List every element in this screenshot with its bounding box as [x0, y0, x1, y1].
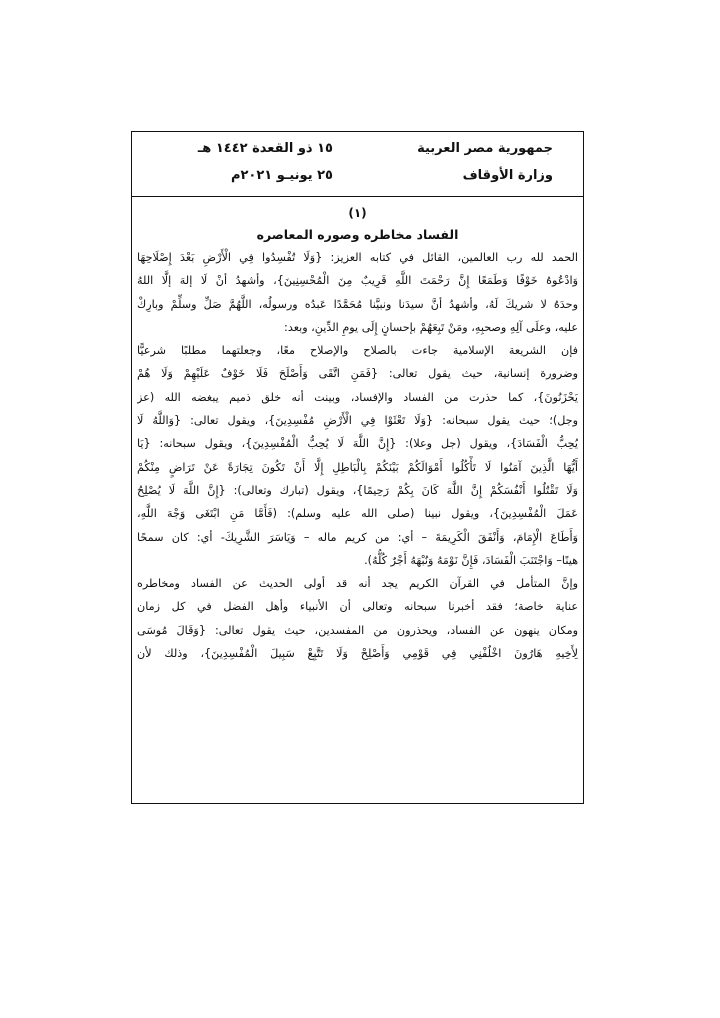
text-line: هينًا– وَاجْتَنَبَ الْفَسَادَ، فَإِنَّ نَوْمَهُ وَنُبْهَهُ أَجْرٌ كُلُّهُ). — [364, 553, 578, 567]
text-line: يَحْزَنُونَ}، كما حذرت من الفساد والإفساد، وبينت أنه خلق ذميم يبغضه الله (عز — [137, 390, 578, 404]
sermon-title: الفساد مخاطره وصوره المعاصره — [256, 227, 459, 242]
sermon-body — [137, 202, 578, 798]
text-line: عليه، وعلَى آلِهِ وصحبِهِ، ومَنْ تَبِعَهُمْ بإحسانٍ إِلَى يومِ الدِّينِ، وبعد: — [284, 320, 578, 334]
text-line: وإنَّ المتأمل في القرآن الكريم يجد أنه قد أولى الحديث عن الفساد ومخاطره — [137, 577, 578, 591]
text-line: لِأَخِيهِ هَارُونَ اخْلُفْنِي فِي قَوْمِي وَأَصْلِحْ وَلَا تَتَّبِعْ سَبِيلَ الْمُفْسِدِينَ}، وذلك لأن — [137, 647, 578, 661]
country-name: جمهورية مصر العربية — [417, 141, 553, 156]
text-line: وجل)؛ حيث يقول سبحانه: {وَلَا تَعْثَوْا فِي الْأَرْضِ مُفْسِدِينَ}، ويقول تعالى: {وَاللَّهُ لَا — [137, 414, 578, 428]
text-line: ومكان ينهون عن الفساد، ويحذرون من المفسدين، حيث يقول تعالى: {وَقَالَ مُوسَى — [137, 623, 578, 637]
sermon-number: (١) — [348, 206, 367, 220]
text-line: أَيُّهَا الَّذِينَ آمَنُوا لَا تَأْكُلُوا أَمْوَالَكُمْ بَيْنَكُمْ بِالْبَاطِلِ إِلَّا أَنْ تَكُونَ تِجَارَةً عَنْ تَرَاضٍ مِنْكُمْ — [137, 460, 578, 474]
page-frame — [131, 131, 584, 804]
sermon-text — [137, 246, 578, 665]
gregorian-date: ٢٥ يونيـو ٢٠٢١م — [230, 168, 333, 183]
text-line: يُحِبُّ الْفَسَادَ}، ويقول (جل وعلا): {إِنَّ اللَّهَ لَا يُحِبُّ الْمُفْسِدِينَ}، ويقول سبحانه: {يَا — [137, 437, 578, 451]
page-header — [132, 132, 583, 197]
hijri-date: ١٥ ذو القعدة ١٤٤٢ هـ — [197, 141, 333, 156]
text-line: عَمَلَ الْمُفْسِدِينَ}، ويقول نبينا (صلى الله عليه وسلم): (فَأَمَّا مَنِ ابْتَغَى وَجْهَ اللَّهِ، — [137, 507, 578, 521]
text-line: فإن الشريعة الإسلامية جاءت بالصلاح والإصلاح معًا، وجعلتهما مطلبًا شرعيًّا — [137, 344, 578, 358]
ministry-name: وزارة الأوقاف — [462, 168, 553, 183]
text-line: وضرورة إنسانية، حيث يقول تعالى: {فَمَنِ اتَّقَى وَأَصْلَحَ فَلَا خَوْفٌ عَلَيْهِمْ وَلَا هُمْ — [137, 367, 578, 381]
text-line: عناية خاصة؛ فقد أخبرنا سبحانه وتعالى أن الأنبياء وأهل الفضل في كل زمان — [137, 600, 578, 614]
text-line: الحمد لله رب العالمين، القائل في كتابه العزيز: {وَلَا تُفْسِدُوا فِي الْأَرْضِ بَعْدَ إِصْلَاحِهَا — [137, 251, 578, 264]
text-line: وَادْعُوهُ خَوْفًا وَطَمَعًا إِنَّ رَحْمَتَ اللَّهِ قَرِيبٌ مِنَ الْمُحْسِنِينَ}، وأشهدُ أنْ لَا إلهَ إلَّا اللهُ — [137, 274, 578, 288]
text-line: وحدَهُ لا شريكَ لَهُ، وأشهدُ أنَّ سيدَنا ونبيَّنا مُحَمَّدًا عَبدُه ورسولُه، اللَّهُمَّ صَلِّ وسلِّمْ وبارِكْ — [137, 297, 578, 311]
text-line: وَلَا تَقْتُلُوا أَنْفُسَكُمْ إِنَّ اللَّهَ كَانَ بِكُمْ رَحِيمًا}، ويقول (تبارك وتعالى): {إِنَّ اللَّهَ لَا يُصْلِحُ — [137, 483, 578, 497]
text-line: وَأَطَاعَ الْإِمَامَ، وَأَنْفَقَ الْكَرِيمَةَ – أي: من كريم ماله – وَيَاسَرَ الشَّرِيكَ- أي: كان سمحًا — [137, 530, 578, 544]
